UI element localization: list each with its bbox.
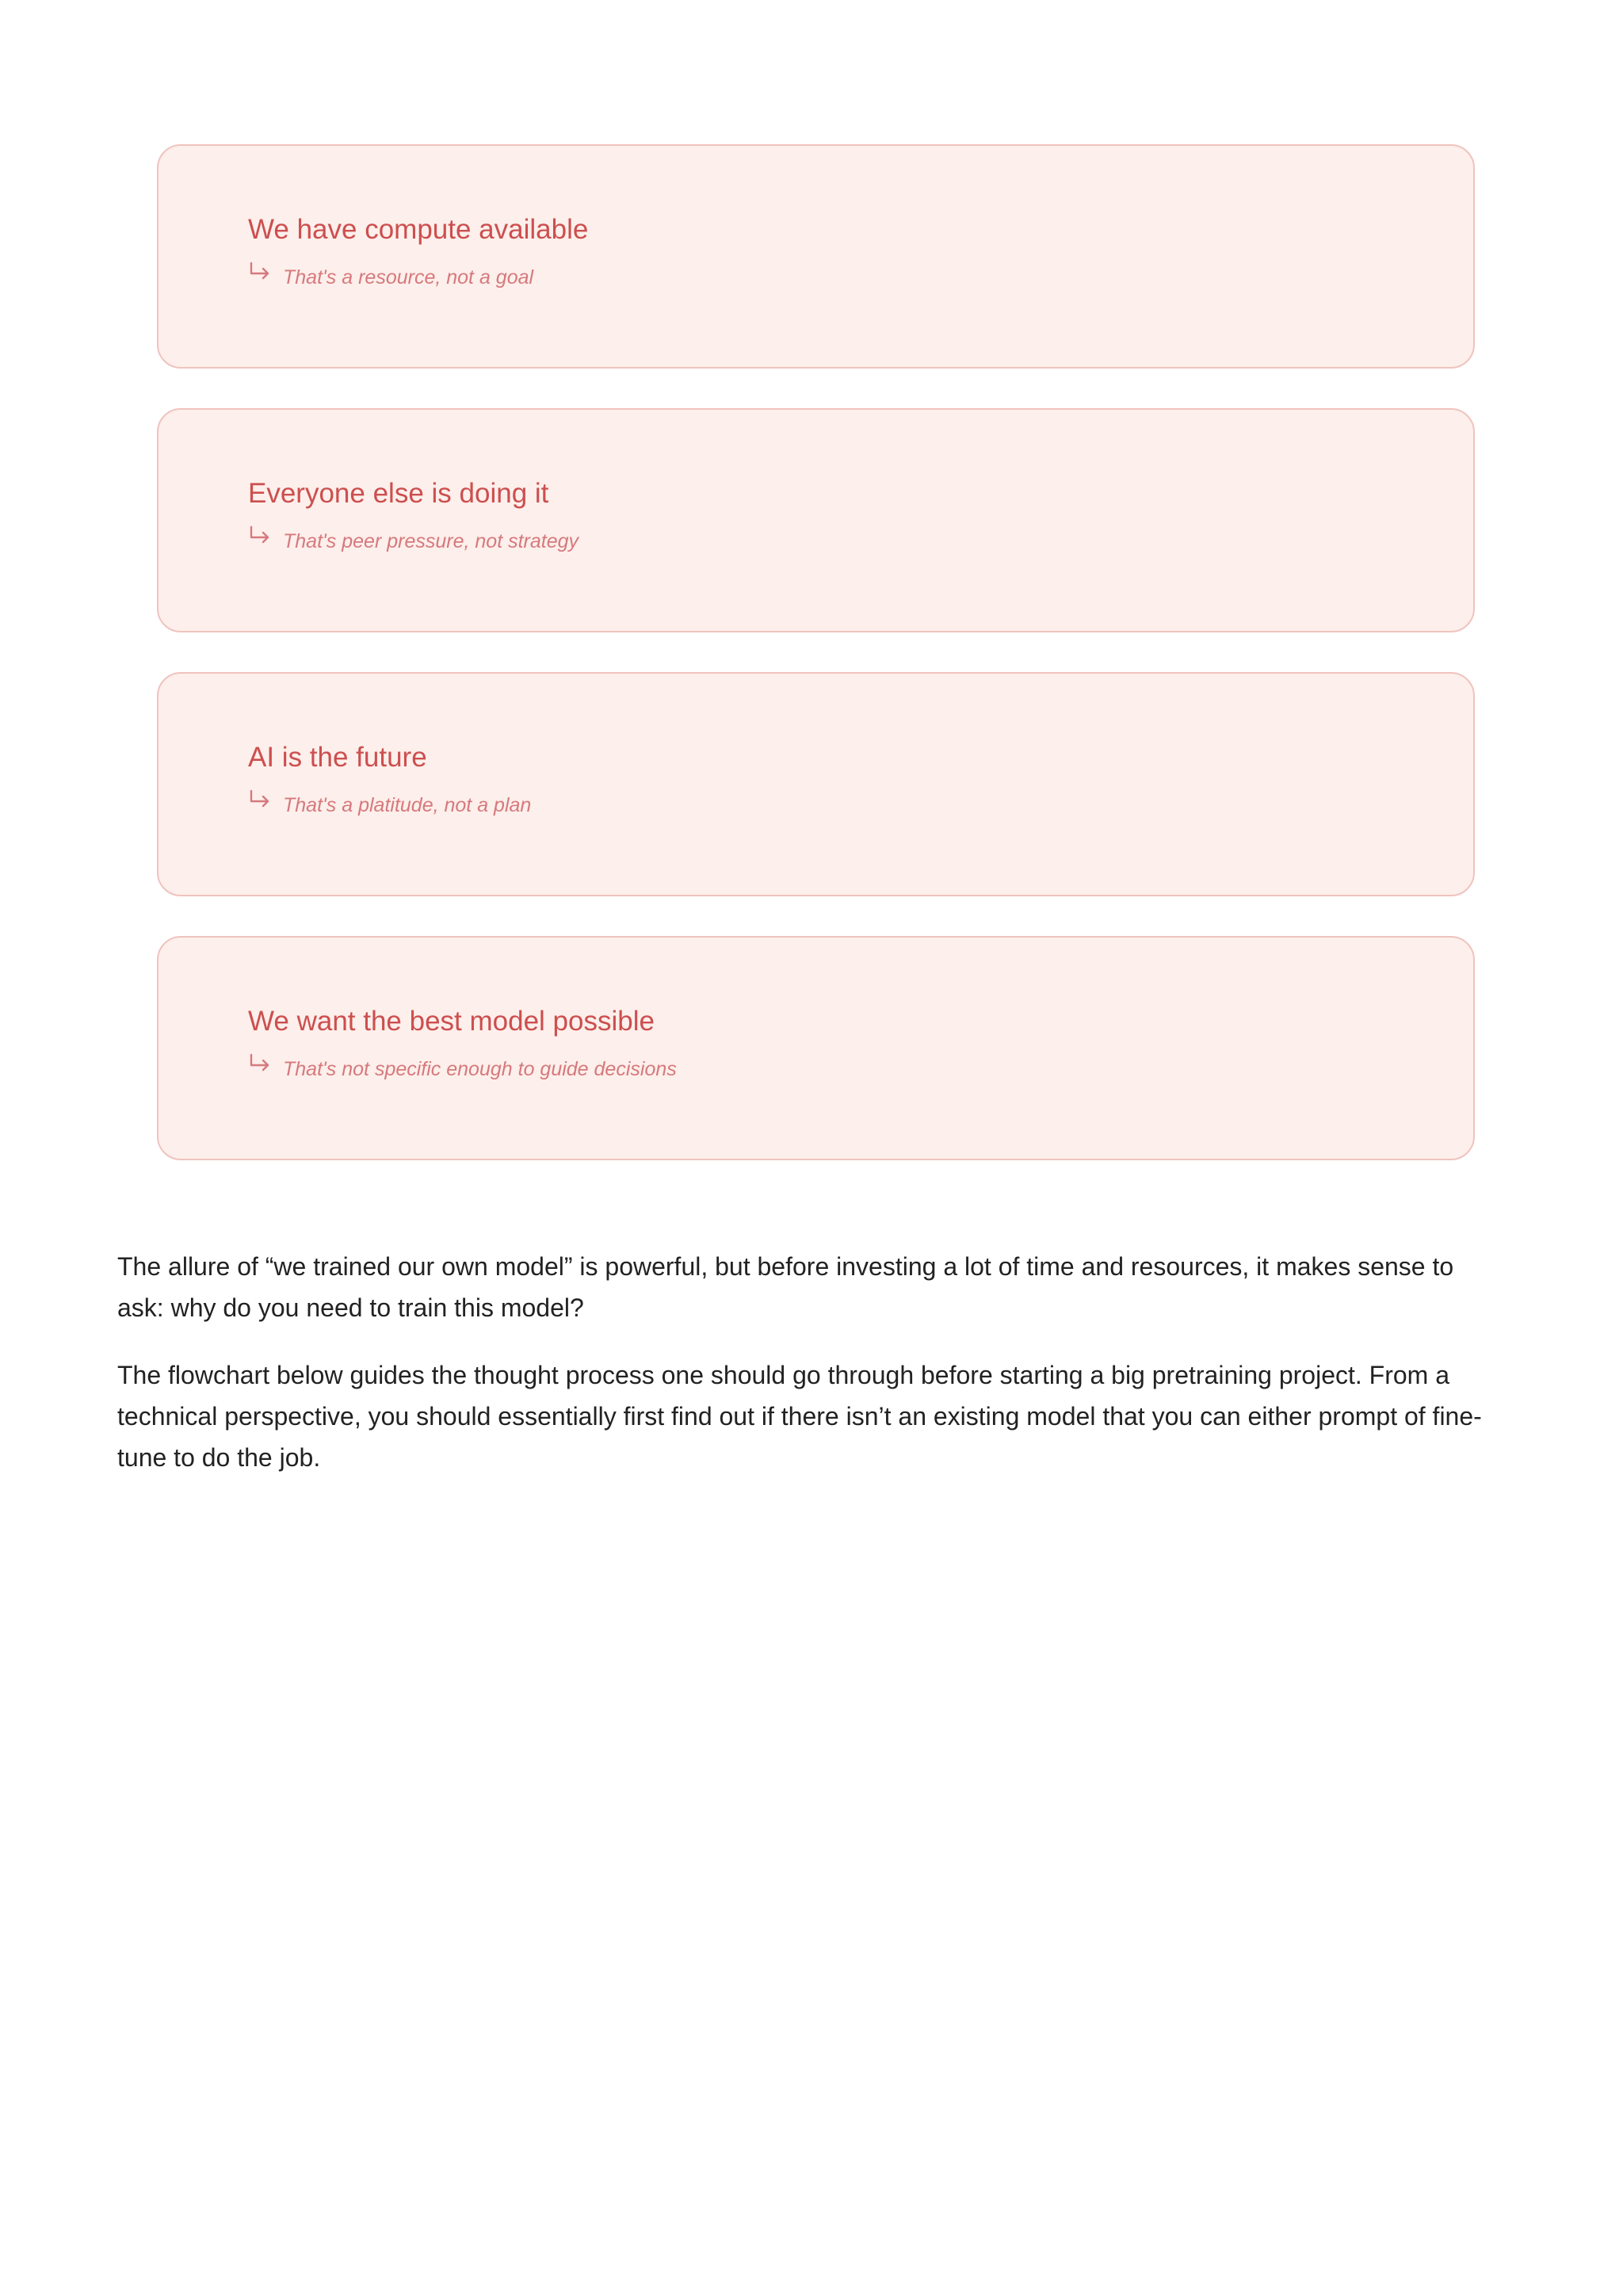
reason-title: We want the best model possible <box>248 1006 655 1037</box>
reason-title: Everyone else is doing it <box>248 478 549 509</box>
paragraph: The flowchart below guides the thought process one should go through before starting a big pretraining project. From a technical perspective, you should essentially first find out if there isn’t an existing model that you can either prompt of fine-tune to do the job. <box>117 1361 1482 1472</box>
reason-rebuttal <box>248 265 1473 290</box>
reason-card <box>157 672 1475 896</box>
return-arrow-icon <box>248 262 272 284</box>
return-arrow-icon <box>248 525 272 548</box>
reason-rebuttal <box>248 529 1473 554</box>
reason-title: AI is the future <box>248 742 427 773</box>
reason-title: We have compute available <box>248 214 589 245</box>
reason-card <box>157 408 1475 632</box>
article-body <box>117 1246 1506 1504</box>
reason-card-list <box>157 144 1475 1200</box>
paragraph: The allure of “we trained our own model” is powerful, but before investing a lot of time and resources, it makes sense to ask: why do you need to train this model? <box>117 1252 1454 1322</box>
reason-rebuttal <box>248 793 1473 818</box>
reason-rebuttal-text: That's not specific enough to guide decisions <box>283 1058 677 1080</box>
reason-rebuttal <box>248 1056 1473 1082</box>
reason-rebuttal-text: That's a platitude, not a plan <box>283 794 532 816</box>
reason-card <box>157 936 1475 1160</box>
reason-card <box>157 144 1475 369</box>
reason-rebuttal-text: That's peer pressure, not strategy <box>283 530 579 552</box>
return-arrow-icon <box>248 1053 272 1075</box>
reason-rebuttal-text: That's a resource, not a goal <box>283 266 534 288</box>
return-arrow-icon <box>248 789 272 812</box>
